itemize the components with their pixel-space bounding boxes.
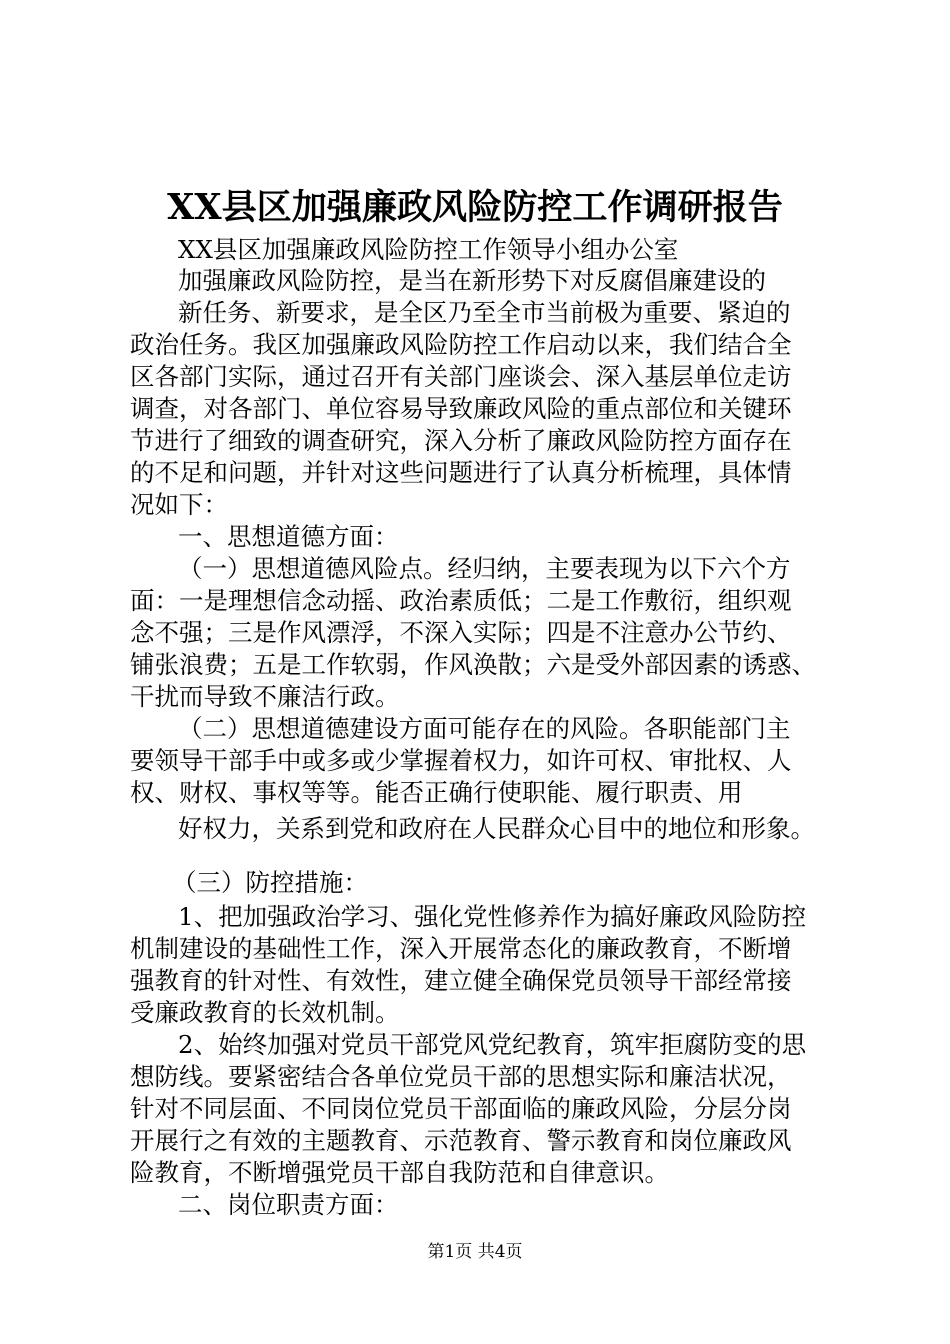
document-title: XX县区加强廉政风险防控工作调研报告 (167, 187, 783, 228)
text-line: 机制建设的基础性工作，深入开展常态化的廉政教育，不断增 (130, 934, 792, 963)
text-line: 面：一是理想信念动摇、政治素质低；二是工作敷衍，组织观 (130, 586, 792, 615)
text-line: （一）思想道德风险点。经归纳，主要表现为以下六个方 (178, 554, 791, 583)
text-line: 况如下： (130, 490, 228, 519)
text-line: 念不强；三是作风漂浮，不深入实际；四是不注意办公节约、 (130, 618, 792, 647)
text-line: （二）思想道德建设方面可能存在的风险。各职能部门主 (178, 714, 791, 743)
text-line: 要领导干部手中或多或少掌握着权力，如许可权、审批权、人 (130, 746, 792, 775)
section-heading: （三）防控措施： (172, 868, 368, 897)
text-line: 的不足和问题，并针对这些问题进行了认真分析梳理，具体情 (130, 458, 792, 487)
text-line: 强教育的针对性、有效性，建立健全确保党员领导干部经常接 (130, 966, 792, 995)
text-line: 加强廉政风险防控，是当在新形势下对反腐倡廉建设的 (178, 266, 766, 295)
text-line: 针对不同层面、不同岗位党员干部面临的廉政风险，分层分岗 (130, 1094, 792, 1123)
text-line: 好权力，关系到党和政府在人民群众心目中的地位和形象。 (178, 814, 815, 843)
text-line: 险教育，不断增强党员干部自我防范和自律意识。 (130, 1158, 669, 1187)
text-line: 1、把加强政治学习、强化党性修养作为搞好廉政风险防控 (178, 902, 807, 931)
text-line: 受廉政教育的长效机制。 (130, 998, 400, 1027)
text-line: XX县区加强廉政风险防控工作领导小组办公室 (178, 235, 679, 264)
text-line: 政治任务。我区加强廉政风险防控工作启动以来，我们结合全 (130, 330, 792, 359)
page-number: 第1页 共4页 (427, 1242, 523, 1262)
text-line: 铺张浪费；五是工作软弱，作风涣散；六是受外部因素的诱惑、 (130, 650, 816, 679)
text-line: 新任务、新要求，是全区乃至全市当前极为重要、紧迫的 (178, 298, 791, 327)
text-line: 节进行了细致的调查研究，深入分析了廉政风险防控方面存在 (130, 426, 792, 455)
text-line: 开展行之有效的主题教育、示范教育、警示教育和岗位廉政风 (130, 1126, 792, 1155)
text-line: 调查，对各部门、单位容易导致廉政风险的重点部位和关键环 (130, 394, 792, 423)
text-line: 区各部门实际，通过召开有关部门座谈会、深入基层单位走访 (130, 362, 792, 391)
section-heading: 一、思想道德方面： (178, 522, 399, 551)
text-line: 想防线。要紧密结合各单位党员干部的思想实际和廉洁状况， (130, 1062, 792, 1091)
text-line: 权、财权、事权等等。能否正确行使职能、履行职责、用 (130, 778, 743, 807)
section-heading: 二、岗位职责方面： (178, 1190, 399, 1219)
text-line: 2、始终加强对党员干部党风党纪教育，筑牢拒腐防变的思 (178, 1030, 807, 1059)
text-line: 干扰而导致不廉洁行政。 (130, 682, 400, 711)
